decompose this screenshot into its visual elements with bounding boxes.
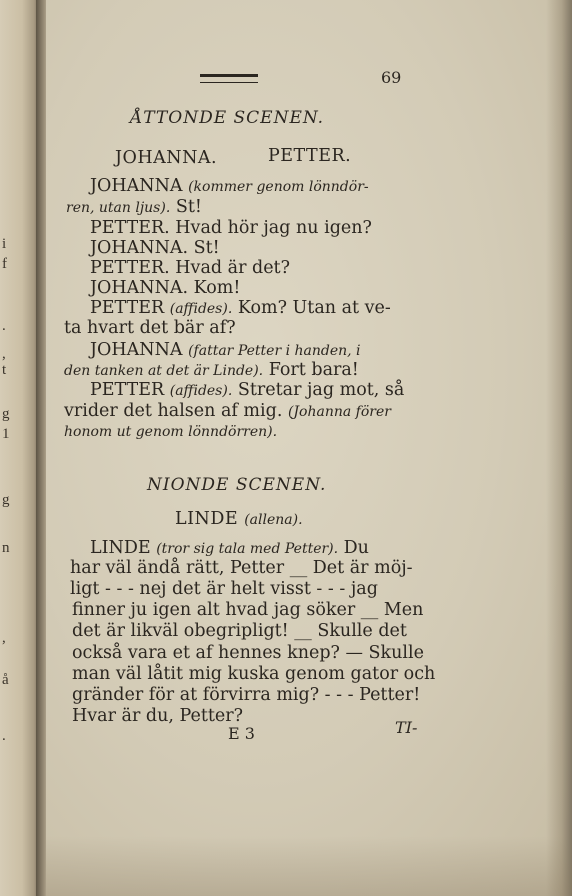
left-fragment: f <box>2 256 7 272</box>
page-shadow <box>546 0 572 896</box>
dialogue-line: finner ju igen alt hvad jag söker __ Men <box>72 600 424 620</box>
left-fragment: i <box>2 236 7 252</box>
book-page <box>46 0 572 896</box>
cast-name: JOHANNA. <box>115 148 218 168</box>
scene-heading: ÅTTONDE SCENEN. <box>130 108 325 128</box>
left-fragment: n <box>2 540 10 556</box>
dialogue-line: JOHANNA (kommer genom lönndör- <box>90 176 369 196</box>
left-fragment: 1 <box>2 426 10 442</box>
cast-name: LINDE (allena). <box>175 509 303 529</box>
dialogue-line: JOHANNA (fattar Petter i handen, i <box>90 340 361 360</box>
cast-name: PETTER. <box>268 146 352 166</box>
page-shadow <box>46 836 572 896</box>
left-fragment: g <box>2 406 10 422</box>
left-fragment: . <box>2 728 6 744</box>
dialogue-line: gränder för at förvirra mig? - - - Petter! <box>72 685 421 705</box>
left-fragment: t <box>2 362 7 378</box>
left-fragment: . <box>2 318 6 334</box>
header-rule <box>200 74 258 83</box>
dialogue-line: PETTER. Hvad hör jag nu igen? <box>90 218 372 238</box>
dialogue-line: ligt - - - nej det är helt visst - - - jag <box>70 579 378 599</box>
left-page-text-fragments <box>2 0 14 896</box>
dialogue-line: man väl låtit mig kuska genom gator och <box>72 664 436 684</box>
dialogue-line: har väl ändå rätt, Petter __ Det är möj- <box>70 558 413 578</box>
left-fragment: g <box>2 492 10 508</box>
dialogue-line: Hvar är du, Petter? <box>72 706 243 726</box>
dialogue-line: LINDE (tror sig tala med Petter). Du <box>90 538 369 558</box>
signature-mark: E 3 <box>228 724 255 743</box>
dialogue-line: JOHANNA. Kom! <box>90 278 241 298</box>
dialogue-line: ren, utan ljus). St! <box>66 197 202 217</box>
page-number: 69 <box>381 68 402 87</box>
dialogue-line: också vara et af hennes knep? — Skulle <box>72 643 424 663</box>
dialogue-line: PETTER (affides). Stretar jag mot, så <box>90 380 405 400</box>
dialogue-line: den tanken at det är Linde). Fort bara! <box>64 360 359 380</box>
scene-heading: NIONDE SCENEN. <box>147 475 327 495</box>
dialogue-line: ta hvart det bär af? <box>64 318 236 338</box>
left-page-edge <box>0 0 40 896</box>
catchword: TI- <box>395 718 418 737</box>
dialogue-line: PETTER (affides). Kom? Utan at ve- <box>90 298 391 318</box>
dialogue-line: det är likväl obegripligt! __ Skulle det <box>72 621 407 641</box>
dialogue-line: PETTER. Hvad är det? <box>90 258 290 278</box>
left-fragment: å <box>2 672 9 688</box>
stage-direction: honom ut genom lönndörren). <box>64 424 278 440</box>
left-fragment: , <box>2 630 6 646</box>
dialogue-line: JOHANNA. St! <box>90 238 220 258</box>
left-fragment: , <box>2 346 6 362</box>
dialogue-line: vrider det halsen af mig. (Johanna förer <box>64 401 391 421</box>
